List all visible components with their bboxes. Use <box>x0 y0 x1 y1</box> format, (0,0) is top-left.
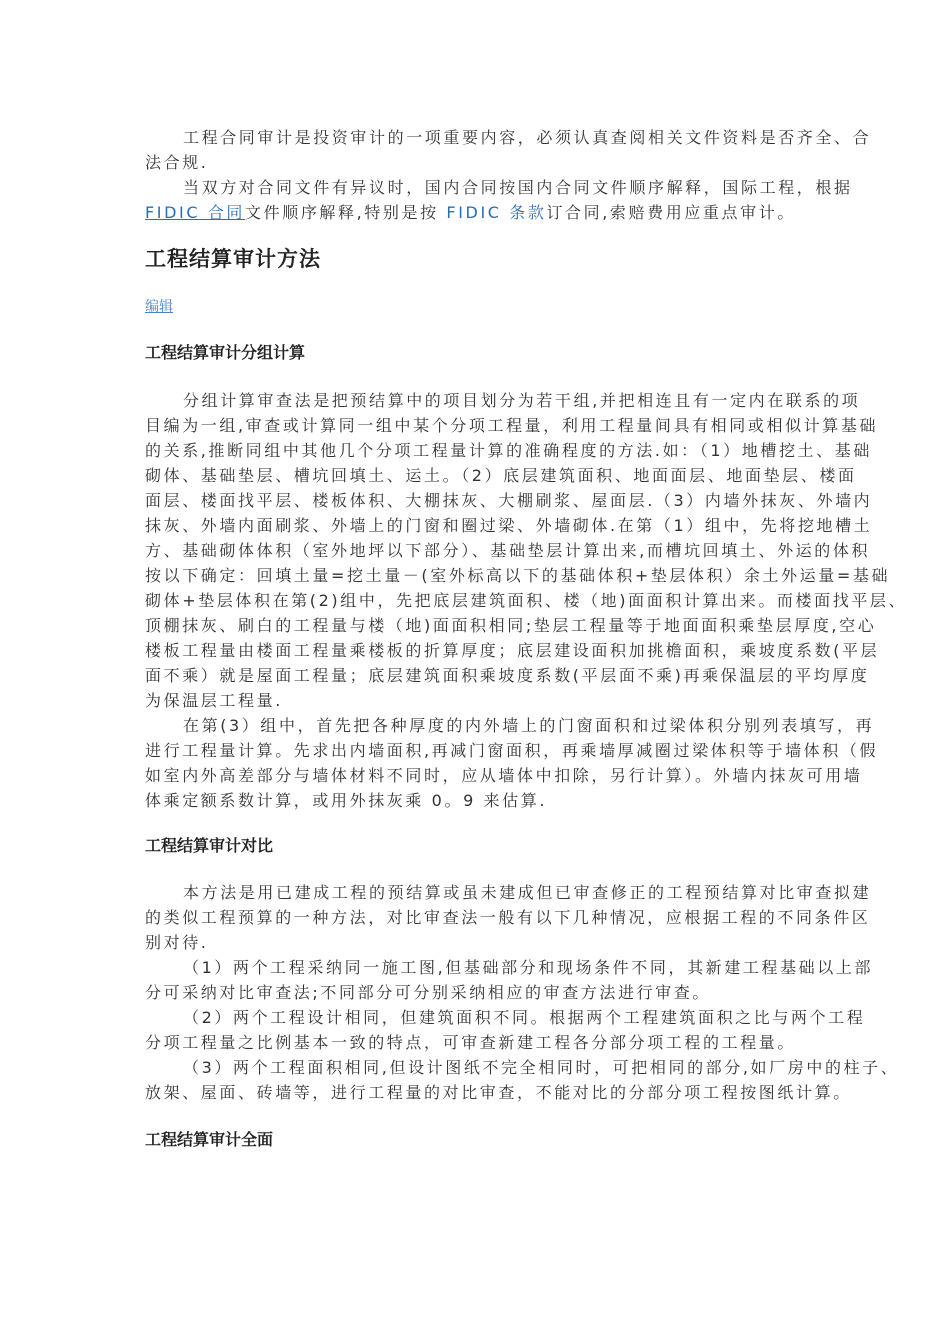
text-segment: 分组计算审查法是把预结算中的项目划分为若干组,并把相连且有一定内在联系的项 <box>183 391 861 410</box>
text-segment: 别对待. <box>145 933 209 952</box>
text-line <box>145 1080 852 1105</box>
text-segment: 当双方对合同文件有异议时，国内合同按国内合同文件顺序解释，国际工程，根据 <box>183 178 853 197</box>
text-segment: （3）两个工程面积相同,但设计图纸不完全相同时，可把相同的部分,如厂房中的柱子、 <box>183 1058 900 1077</box>
text-segment: 方、基础砌体体积（室外地坪以下部分）、基础垫层计算出来,而槽坑回填土、外运的体积 <box>145 541 871 560</box>
text-segment: 砌体、基础垫层、槽坑回填土、运土。（2）底层建筑面积、地面面层、地面垫层、楼面 <box>145 466 857 485</box>
text-line <box>145 1005 866 1030</box>
text-line <box>145 738 879 763</box>
comparison-paragraphs <box>145 880 900 1105</box>
text-line <box>145 638 880 663</box>
text-line <box>145 955 874 980</box>
text-line <box>145 1030 825 1055</box>
text-segment: 的类似工程预算的一种方法，对比审查法一般有以下几种情况，应根据工程的不同条件区 <box>145 908 871 927</box>
text-line <box>145 688 825 713</box>
text-segment: （2）两个工程设计相同，但建筑面积不同。根据两个工程建筑面积之比与两个工程 <box>183 1008 866 1027</box>
text-segment: 在第(3）组中，首先把各种厚度的内外墙上的门窗面积和过梁体积分别列表填写，再 <box>183 716 875 735</box>
text-line <box>145 175 853 200</box>
text-segment: 如室内外高差部分与墙体材料不同时，应从墙体中扣除，另行计算）。外墙内抹灰可用墙 <box>145 766 863 785</box>
text-line <box>145 588 908 613</box>
text-line <box>145 930 825 955</box>
text-line <box>145 538 871 563</box>
text-line <box>145 150 825 175</box>
text-segment: 面层、楼面找平层、楼板体积、大棚抹灰、大棚刷浆、屋面层.（3）内墙外抹灰、外墙内 <box>145 491 873 510</box>
text-segment: 本方法是用已建成工程的预结算或虽未建成但已审查修正的工程预结算对比审查拟建 <box>183 883 872 902</box>
text-line <box>145 200 825 225</box>
fidic-link[interactable]: FIDIC 条款 <box>446 203 547 222</box>
text-segment: 顶棚抹灰、刷白的工程量与楼（地)面面积相同;垫层工程量等于地面面积乘垫层厚度,空心 <box>145 616 877 635</box>
text-segment: 目编为一组,审查或计算同一组中某个分项工程量，利用工程量间具有相同或相似计算基础 <box>145 416 879 435</box>
text-segment: 分项工程量之比例基本一致的特点，可审查新建工程各分部分项工程的工程量。 <box>145 1033 797 1052</box>
text-segment: 楼板工程量由楼面工程量乘楼板的折算厚度；底层建设面积加挑檐面积，乘坡度系数(平层 <box>145 641 880 660</box>
text-line <box>145 388 861 413</box>
text-line <box>145 880 872 905</box>
text-line <box>145 663 870 688</box>
text-line <box>145 438 872 463</box>
subsection-title-grouping: 工程结算审计分组计算 <box>145 343 306 362</box>
text-line <box>145 125 872 150</box>
text-line <box>145 488 873 513</box>
text-line <box>145 763 863 788</box>
intro-paragraphs <box>145 125 872 225</box>
text-segment: 的关系,推断同组中其他几个分项工程量计算的准确程度的方法.如：（1）地槽挖土、基础 <box>145 441 872 460</box>
text-line <box>145 1055 900 1080</box>
text-segment: 分可采纳对比审查法;不同部分可分别采纳相应的审查方法进行审查。 <box>145 983 711 1002</box>
fidic-link[interactable]: FIDIC 合同 <box>145 203 246 222</box>
text-line <box>145 905 871 930</box>
text-segment: 订合同,索赔费用应重点审计。 <box>546 203 796 222</box>
text-line <box>145 563 891 588</box>
text-segment: 进行工程量计算。先求出内墙面积,再减门窗面积，再乘墙厚减圈过梁体积等于墙体积（假 <box>145 741 879 760</box>
text-segment: 法合规. <box>145 153 209 172</box>
edit-link[interactable]: 编辑 <box>145 299 173 315</box>
text-line <box>145 713 875 738</box>
text-line <box>145 980 825 1005</box>
text-segment: 面不乘）就是屋面工程量；底层建筑面积乘坡度系数(平层面不乘)再乘保温层的平均厚度 <box>145 666 870 685</box>
subsection-title-full: 工程结算审计全面 <box>145 1130 274 1149</box>
text-segment: 砌体+垫层体积在第(2)组中，先把底层建筑面积、楼（地)面面积计算出来。而楼面找平层、 <box>145 591 908 610</box>
grouping-paragraphs <box>145 388 908 813</box>
text-line <box>145 413 879 438</box>
text-segment: 抹灰、外墙内面刷浆、外墙上的门窗和圈过梁、外墙砌体.在第（1）组中，先将挖地槽土 <box>145 516 873 535</box>
text-segment: 按以下确定：回填土量=挖土量－(室外标高以下的基础体积+垫层体积）余土外运量=基础 <box>145 566 891 585</box>
subsection-title-comparison: 工程结算审计对比 <box>145 836 274 855</box>
text-line <box>145 613 877 638</box>
text-line <box>145 513 873 538</box>
text-segment: （1）两个工程采纳同一施工图,但基础部分和现场条件不同，其新建工程基础以上部 <box>183 958 874 977</box>
text-segment: 文件顺序解释,特别是按 <box>245 203 447 222</box>
text-segment: 为保温层工程量. <box>145 691 283 710</box>
text-segment: 放架、屋面、砖墙等，进行工程量的对比审查，不能对比的分部分项工程按图纸计算。 <box>145 1083 852 1102</box>
text-segment: 工程合同审计是投资审计的一项重要内容，必须认真查阅相关文件资料是否齐全、合 <box>183 128 872 147</box>
text-segment: 体乘定额系数计算，或用外抹灰乘 0。9 来估算. <box>145 791 548 810</box>
section-title: 工程结算审计方法 <box>145 247 321 271</box>
text-line <box>145 788 825 813</box>
text-line <box>145 463 857 488</box>
